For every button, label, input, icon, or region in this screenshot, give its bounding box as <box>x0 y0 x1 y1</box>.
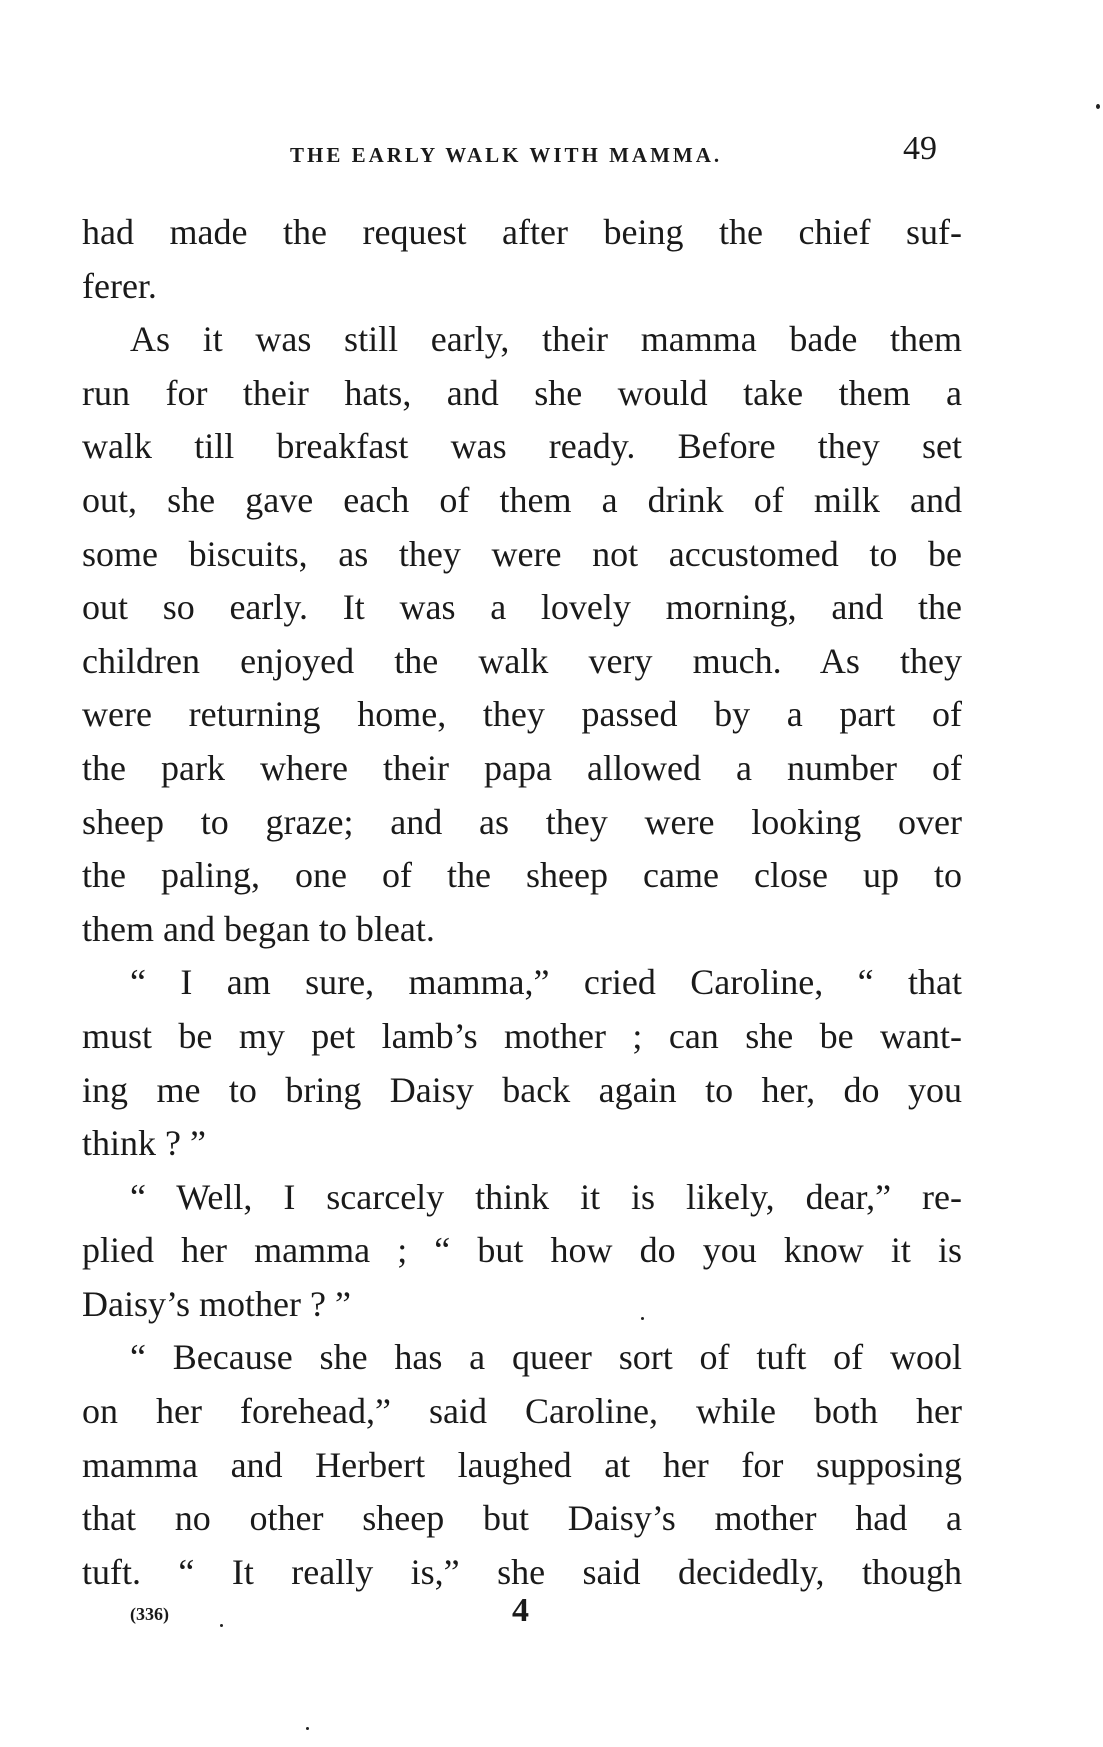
ink-speck <box>1096 104 1100 109</box>
text-line: them and began to bleat. <box>82 908 435 949</box>
text-line: “ Because she has a queer sort of tuft of wool <box>130 1337 962 1378</box>
text-line: run for their hats, and she would take them a <box>82 372 962 413</box>
text-line: tuft. “ It really is,” she said decidedly, though <box>82 1551 962 1592</box>
text-line: out, she gave each of them a drink of milk and <box>82 479 962 520</box>
ink-speck <box>220 1624 223 1627</box>
text-line: Daisy’s mother ? ” <box>82 1283 351 1324</box>
text-line: “ Well, I scarcely think it is likely, dear,” re- <box>130 1176 962 1217</box>
text-line: As it was still early, their mamma bade them <box>130 319 962 360</box>
page-number: 49 <box>903 130 937 167</box>
body-text <box>82 206 962 1599</box>
ink-speck <box>306 1727 309 1730</box>
sheet-number: 4 <box>512 1592 529 1629</box>
text-line: some biscuits, as they were not accustomed to be <box>82 533 962 574</box>
text-line: mamma and Herbert laughed at her for supposing <box>82 1444 962 1485</box>
text-line: plied her mamma ; “ but how do you know it is <box>82 1230 962 1271</box>
text-line: must be my pet lamb’s mother ; can she be want- <box>82 1015 962 1056</box>
text-line: on her forehead,” said Caroline, while both her <box>82 1391 962 1432</box>
text-line: the park where their papa allowed a number of <box>82 747 962 788</box>
text-line: sheep to graze; and as they were looking over <box>82 801 962 842</box>
running-head: THE EARLY WALK WITH MAMMA. <box>290 143 723 167</box>
text-line: had made the request after being the chief suf- <box>82 212 962 252</box>
signature-mark: (336) <box>130 1604 169 1624</box>
text-line: think ? ” <box>82 1123 206 1164</box>
text-line: the paling, one of the sheep came close up to <box>82 855 962 896</box>
text-line: ing me to bring Daisy back again to her, do you <box>82 1069 962 1110</box>
text-line: walk till breakfast was ready. Before they set <box>82 426 962 467</box>
text-line: children enjoyed the walk very much. As they <box>82 640 962 681</box>
ink-speck <box>641 1317 644 1320</box>
text-line: ferer. <box>82 265 157 306</box>
text-line: were returning home, they passed by a part of <box>82 694 962 735</box>
text-line: out so early. It was a lovely morning, and the <box>82 587 962 628</box>
text-line: that no other sheep but Daisy’s mother had a <box>82 1498 962 1539</box>
text-line: “ I am sure, mamma,” cried Caroline, “ that <box>130 962 962 1003</box>
